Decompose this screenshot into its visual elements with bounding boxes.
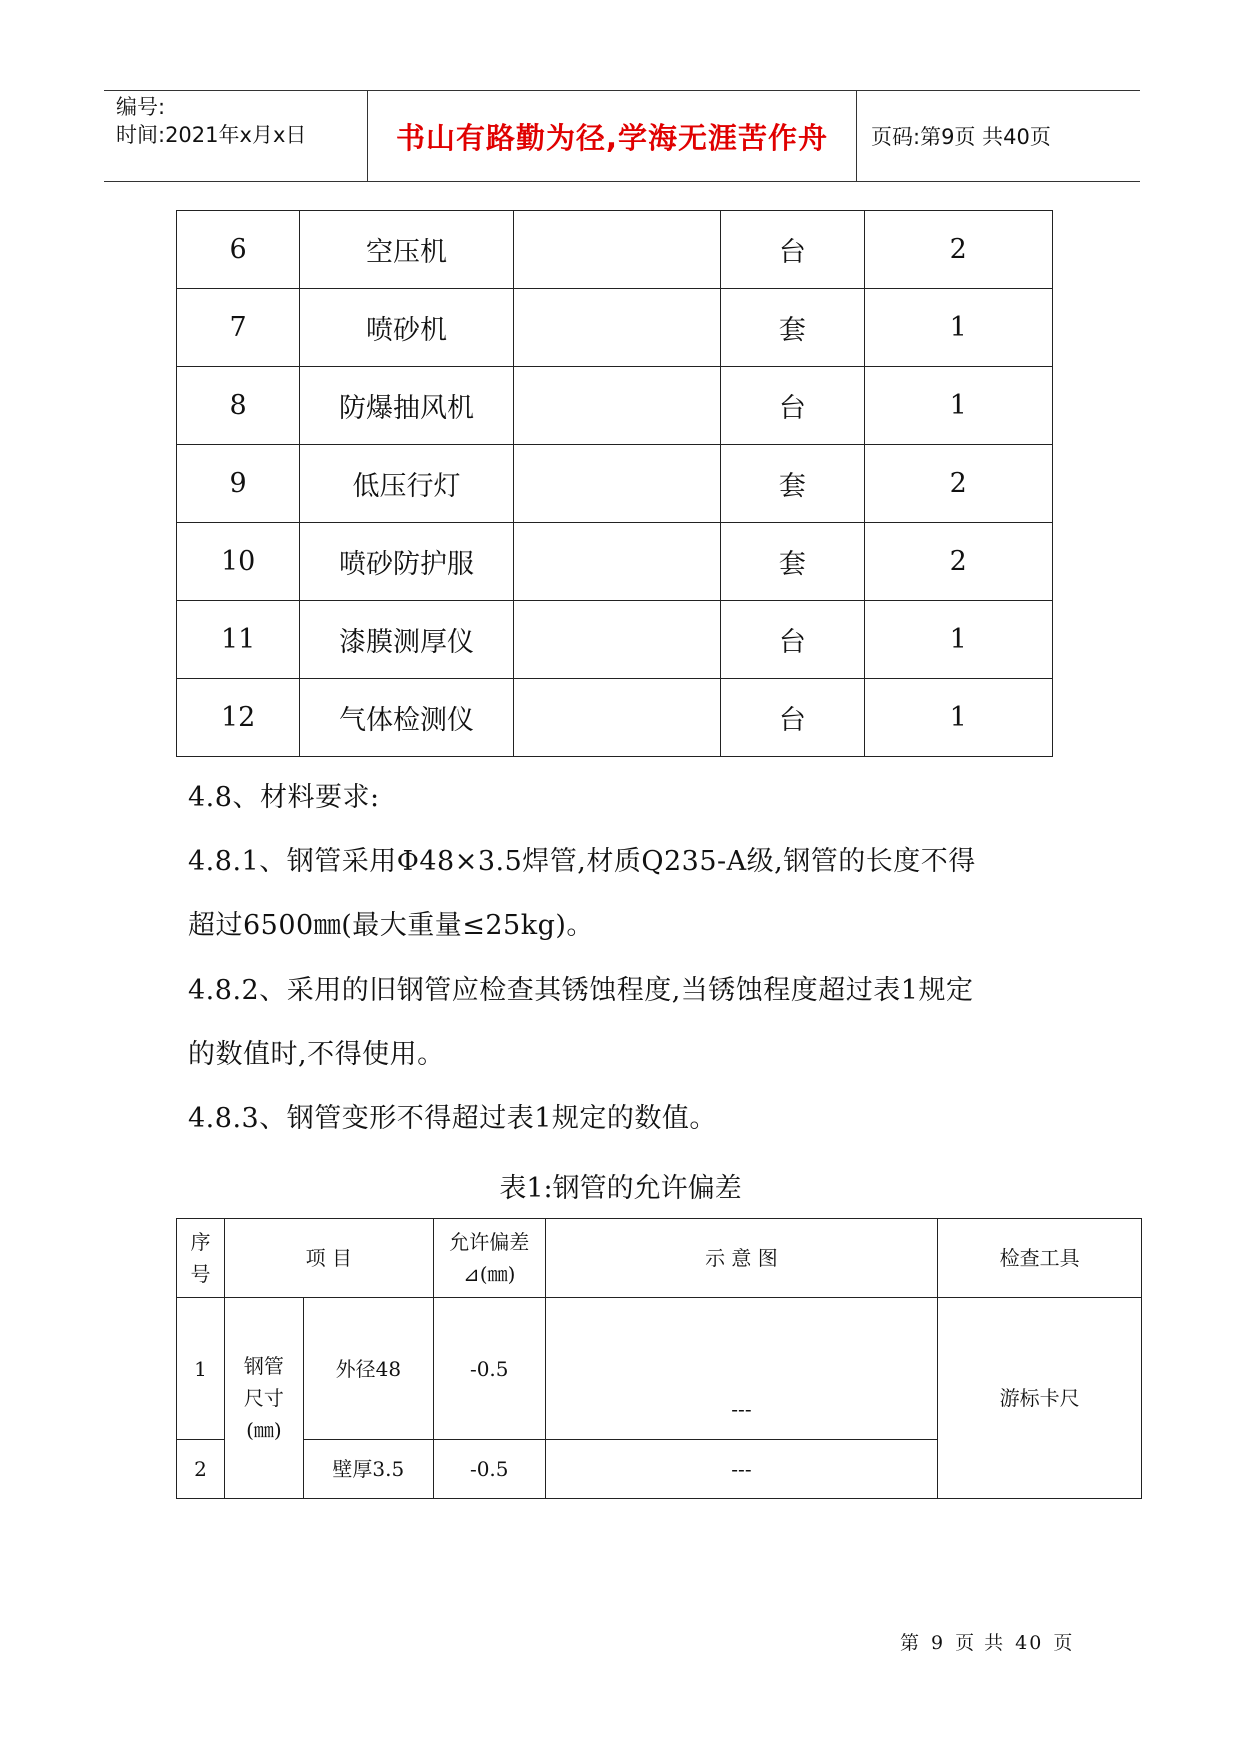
section-heading: 4.8、材料要求: bbox=[188, 782, 380, 813]
header-motto: 书山有路勤为径,学海无涯苦作舟 bbox=[368, 91, 857, 181]
cell-qty: 2 bbox=[864, 445, 1052, 523]
cell-no: 7 bbox=[177, 289, 300, 367]
paragraph-4-8-3: 4.8.3、钢管变形不得超过表1规定的数值。 bbox=[188, 1103, 717, 1134]
document-time-label: 时间:2021年x月x日 bbox=[116, 123, 307, 147]
group-label: 钢管 尺寸 (㎜) bbox=[224, 1298, 303, 1499]
cell-spec bbox=[513, 289, 720, 367]
cell-name: 气体检测仪 bbox=[300, 679, 513, 757]
header-tool: 检查工具 bbox=[938, 1219, 1142, 1298]
footer-page-number: 9 bbox=[931, 1632, 946, 1654]
paragraph-4-8-2-line1: 4.8.2、采用的旧钢管应检查其锈蚀程度,当锈蚀程度超过表1规定 bbox=[188, 975, 974, 1006]
cell-unit: 台 bbox=[721, 367, 864, 445]
cell-qty: 2 bbox=[864, 211, 1052, 289]
cell-qty: 2 bbox=[864, 523, 1052, 601]
cell-name: 低压行灯 bbox=[300, 445, 513, 523]
row-1-diagram: --- bbox=[545, 1298, 938, 1440]
header-tolerance: 允许偏差 ⊿(㎜) bbox=[433, 1219, 545, 1298]
row-2-item: 壁厚3.5 bbox=[303, 1440, 433, 1499]
cell-spec bbox=[513, 601, 720, 679]
row-1-tolerance: -0.5 bbox=[433, 1298, 545, 1440]
paragraph-4-8-1-line1: 4.8.1、钢管采用Φ48×3.5焊管,材质Q235-A级,钢管的长度不得 bbox=[188, 846, 976, 877]
cell-no: 6 bbox=[177, 211, 300, 289]
cell-name: 喷砂防护服 bbox=[300, 523, 513, 601]
cell-spec bbox=[513, 679, 720, 757]
paragraph-4-8-2-line2: 的数值时,不得使用。 bbox=[188, 1039, 445, 1070]
cell-no: 10 bbox=[177, 523, 300, 601]
cell-unit: 套 bbox=[721, 289, 864, 367]
row-1-no: 1 bbox=[177, 1298, 225, 1440]
table-row bbox=[177, 601, 1053, 679]
header-no: 序 号 bbox=[177, 1219, 225, 1298]
table-row bbox=[177, 289, 1053, 367]
cell-unit: 台 bbox=[721, 211, 864, 289]
cell-spec bbox=[513, 367, 720, 445]
cell-no: 11 bbox=[177, 601, 300, 679]
row-1-item: 外径48 bbox=[303, 1298, 433, 1440]
tool-cell: 游标卡尺 bbox=[938, 1298, 1142, 1499]
cell-spec bbox=[513, 445, 720, 523]
table-row bbox=[177, 679, 1053, 757]
row-2-tolerance: -0.5 bbox=[433, 1440, 545, 1499]
table-caption: 表1:钢管的允许偏差 bbox=[499, 1173, 742, 1204]
cell-qty: 1 bbox=[864, 289, 1052, 367]
cell-qty: 1 bbox=[864, 601, 1052, 679]
cell-qty: 1 bbox=[864, 679, 1052, 757]
document-number-label: 编号: bbox=[116, 95, 166, 119]
paragraph-4-8-1-line2: 超过6500㎜(最大重量≤25kg)。 bbox=[188, 910, 594, 941]
cell-unit: 台 bbox=[721, 601, 864, 679]
cell-unit: 套 bbox=[721, 445, 864, 523]
header-meta bbox=[104, 91, 368, 181]
cell-unit: 套 bbox=[721, 523, 864, 601]
cell-name: 防爆抽风机 bbox=[300, 367, 513, 445]
tolerance-table bbox=[176, 1218, 1142, 1499]
page-footer: 第 9 页 共 40 页 bbox=[900, 1632, 1075, 1654]
cell-qty: 1 bbox=[864, 367, 1052, 445]
cell-no: 12 bbox=[177, 679, 300, 757]
page-header bbox=[104, 90, 1140, 182]
equipment-table bbox=[176, 210, 1053, 757]
footer-page-total: 40 bbox=[1015, 1632, 1044, 1654]
cell-spec bbox=[513, 523, 720, 601]
cell-no: 8 bbox=[177, 367, 300, 445]
header-page-label: 页码:第9页 共40页 bbox=[871, 125, 1051, 149]
table-row bbox=[177, 445, 1053, 523]
row-2-no: 2 bbox=[177, 1440, 225, 1499]
header-item: 项 目 bbox=[224, 1219, 433, 1298]
header-diagram: 示 意 图 bbox=[545, 1219, 938, 1298]
cell-no: 9 bbox=[177, 445, 300, 523]
cell-name: 漆膜测厚仪 bbox=[300, 601, 513, 679]
cell-name: 空压机 bbox=[300, 211, 513, 289]
table-row bbox=[177, 211, 1053, 289]
cell-name: 喷砂机 bbox=[300, 289, 513, 367]
row-2-diagram: --- bbox=[545, 1440, 938, 1499]
table-row bbox=[177, 367, 1053, 445]
cell-spec bbox=[513, 211, 720, 289]
table-row bbox=[177, 523, 1053, 601]
cell-unit: 台 bbox=[721, 679, 864, 757]
